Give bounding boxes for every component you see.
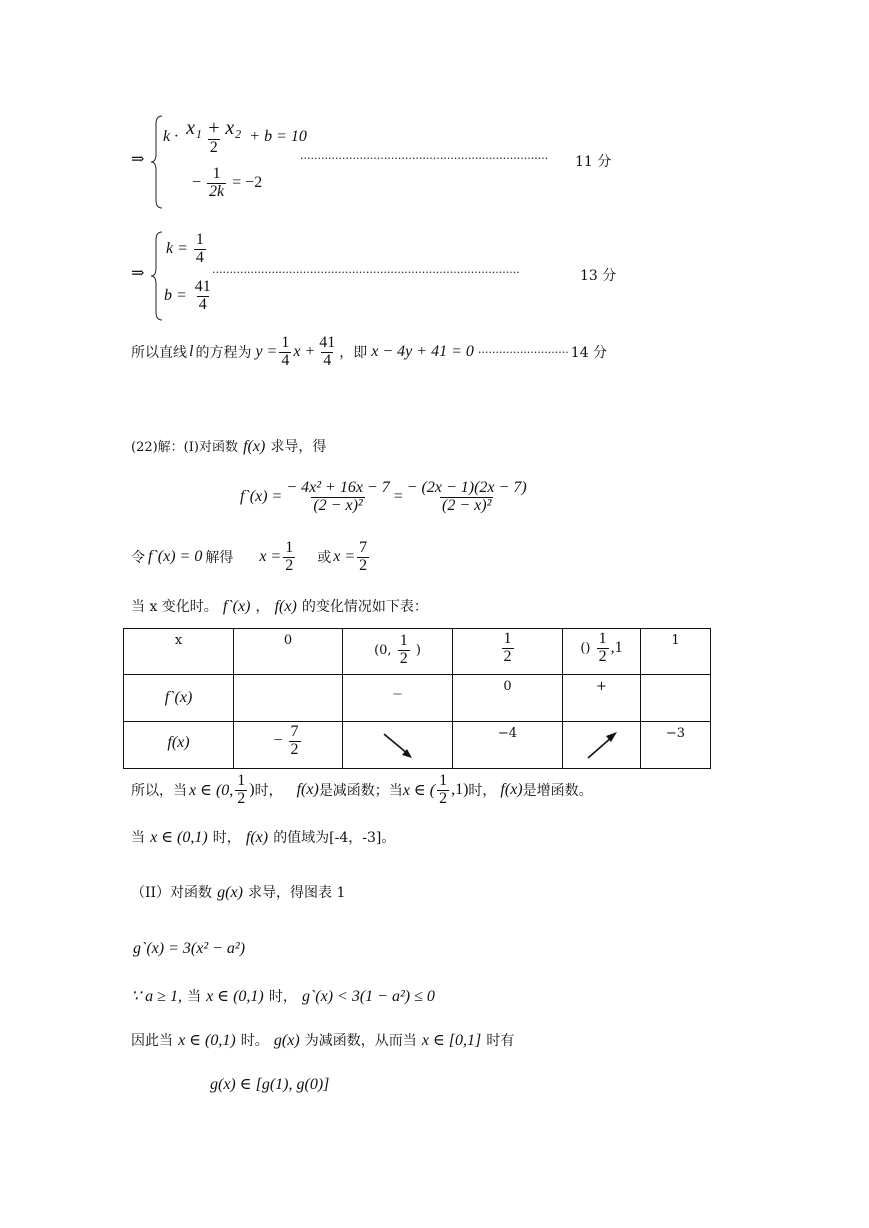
frac-den: 2	[598, 647, 607, 665]
cell-text: )	[415, 642, 421, 658]
text: 因此当	[131, 1033, 173, 1049]
text: 的值域为[-4，-3]。	[273, 830, 396, 846]
equation-row-2	[192, 166, 262, 201]
because-line	[131, 986, 435, 1006]
text: 时，	[268, 989, 297, 1005]
fx: f(x)	[243, 438, 266, 455]
text: 时，	[212, 830, 241, 846]
text: 解得	[205, 550, 234, 567]
table-cell	[343, 722, 453, 769]
frac-den: 2	[439, 789, 448, 807]
text: 求导，得图表 1	[248, 885, 346, 901]
leader-dots: ·······································································	[300, 152, 549, 165]
frac-den: 2	[399, 649, 408, 667]
text: ，即	[339, 345, 368, 362]
frac-den: 4	[195, 248, 204, 266]
table-intro	[131, 596, 428, 616]
fprime-zero: f`(x) = 0	[148, 548, 203, 566]
interval: x ∈ (0,1)	[150, 829, 208, 846]
leader-dots: ························································································	[212, 266, 520, 279]
b-value	[164, 279, 215, 314]
frac-num: 1	[399, 632, 408, 649]
table-cell	[641, 629, 711, 675]
frac-num: 1	[237, 772, 246, 789]
frac-num: − (2x − 1)(2x − 7)	[406, 479, 527, 496]
table-cell	[641, 675, 711, 722]
cell-text: +	[596, 679, 607, 694]
frac-den: (2 − x)²	[313, 496, 363, 514]
cell-text: −	[392, 687, 403, 702]
frac-den: 2	[285, 556, 294, 574]
y-eq: y =	[255, 343, 278, 361]
derivative-formula	[240, 480, 531, 515]
frac-num: 7	[290, 723, 299, 740]
score-label: 13 分	[580, 268, 617, 284]
text: 时，	[468, 783, 497, 800]
eq-rest: + b = 10	[249, 128, 307, 146]
var-l: l	[189, 343, 194, 361]
text: 所以直线	[131, 345, 187, 362]
text: 时有	[486, 1033, 515, 1049]
table-cell	[563, 722, 641, 769]
text: 是减函数；当	[318, 783, 403, 800]
text: （II）对函数	[131, 885, 213, 901]
table-cell	[343, 629, 453, 675]
frac-den: 4	[198, 295, 207, 313]
frac-num: 1	[281, 334, 290, 351]
table-cell	[234, 675, 343, 722]
general-form: x − 4y + 41 = 0	[371, 343, 474, 361]
left-brace-icon	[150, 114, 164, 210]
minus-sign: −	[192, 173, 202, 191]
table-cell	[641, 722, 711, 769]
interval: x ∈ [0,1]	[421, 1032, 482, 1049]
text: 时。	[240, 1033, 269, 1049]
interval: x ∈ (	[402, 782, 436, 800]
x-plus: x +	[293, 343, 316, 361]
text: (22)解：(Ⅰ)对函数	[131, 440, 238, 455]
table-cell	[563, 629, 641, 675]
frac-num: 41	[319, 334, 336, 351]
gx: g(x)	[217, 884, 243, 901]
text: 当	[187, 989, 202, 1005]
variation-table	[123, 628, 711, 769]
fx: f(x)	[245, 829, 269, 846]
part2-intro	[131, 882, 345, 902]
k-lhs: k =	[166, 239, 188, 257]
frac-num: 41	[194, 278, 211, 295]
table-cell	[124, 722, 234, 769]
therefore-line	[131, 1030, 514, 1050]
frac-den: 2	[503, 647, 512, 665]
table-cell	[234, 629, 343, 675]
cell-text: −4	[497, 726, 518, 741]
cell-text: x	[174, 633, 183, 648]
gx: g(x)	[273, 1032, 300, 1049]
table-cell	[453, 722, 563, 769]
text: 是增函数。	[522, 783, 593, 800]
eq-rest: = −2	[232, 173, 263, 191]
deriv-lhs: f`(x) =	[240, 488, 283, 506]
inequality: g`(x) < 3(1 − a²) ≤ 0	[301, 988, 435, 1005]
interval: x ∈ (0,1)	[178, 1032, 236, 1049]
fx: f(x)	[274, 598, 297, 615]
equation-row-1	[163, 118, 307, 157]
g-range: g(x) ∈ [g(1), g(0)]	[210, 1076, 330, 1093]
interval-close: )	[249, 781, 255, 799]
frac-num: − 4x² + 16x − 7	[286, 479, 390, 496]
frac-den: 4	[281, 351, 290, 369]
text: ，	[255, 599, 270, 615]
frac-den: 2	[209, 139, 218, 156]
frac-num: 1	[503, 630, 512, 647]
frac-den: 4	[323, 351, 332, 369]
interval: x ∈ (0,1)	[206, 988, 264, 1005]
frac-den: 2k	[209, 182, 225, 200]
cell-text: (0,	[374, 642, 392, 658]
interval: x ∈ (0,	[189, 782, 234, 800]
fx: f(x)	[296, 781, 319, 799]
fx: f(x)	[500, 781, 523, 799]
cell-text: −3	[665, 726, 686, 741]
k-value	[166, 232, 208, 267]
frac-den: 2	[359, 556, 368, 574]
frac-den: 2	[290, 740, 299, 758]
table-cell	[234, 722, 343, 769]
cell-text: f`(x)	[164, 689, 193, 706]
table-cell	[343, 675, 453, 722]
line-equation	[131, 335, 607, 370]
q22-intro	[131, 436, 326, 456]
frac-den: 2	[237, 789, 246, 807]
equals: =	[393, 488, 403, 506]
coef-k: k ·	[163, 128, 179, 146]
frac-num: 1	[439, 772, 448, 789]
interval-close: ,1)	[451, 781, 469, 799]
table-row	[124, 675, 711, 722]
decrease-arrow-icon	[378, 728, 418, 762]
frac-den: (2 − x)²	[442, 496, 492, 514]
text: 的变化情况如下表：	[301, 599, 428, 615]
frac-num: 7	[359, 539, 368, 556]
implies-symbol: ⇒	[131, 265, 145, 282]
text: 令	[131, 550, 145, 567]
x-eq: x =	[333, 548, 356, 566]
range-statement	[131, 827, 395, 847]
cell-text: 0	[503, 679, 512, 694]
score-label: 11 分	[575, 154, 612, 170]
table-cell	[124, 675, 234, 722]
table-cell	[563, 675, 641, 722]
cell-text: f(x)	[167, 734, 190, 751]
g-derivative: g`(x) = 3(x² − a²)	[133, 940, 246, 957]
text: 求导，得	[270, 439, 327, 455]
b-lhs: b =	[164, 286, 187, 304]
score-label: 14 分	[570, 345, 608, 362]
text: 当	[131, 830, 145, 846]
increase-arrow-icon	[582, 728, 622, 762]
leader-dots: ··························	[477, 345, 569, 359]
text: 或	[317, 550, 332, 567]
table-cell	[453, 629, 563, 675]
cell-text: ,1	[610, 638, 623, 656]
text: 的方程为	[195, 345, 252, 362]
left-brace-icon	[150, 230, 164, 322]
frac-num: 1	[285, 539, 294, 556]
table-cell	[453, 675, 563, 722]
monotonic-conclusion	[131, 773, 593, 808]
cell-text: 1	[671, 633, 680, 648]
critical-points	[131, 540, 371, 575]
implies-symbol: ⇒	[131, 151, 145, 168]
table-row	[124, 629, 711, 675]
table-cell	[124, 629, 234, 675]
text: 当 x 变化时。	[131, 599, 218, 615]
text: 为减函数，从而当	[304, 1033, 417, 1049]
text: 时，	[254, 783, 283, 800]
x-eq: x =	[259, 548, 282, 566]
text: 所以，当	[131, 783, 187, 800]
frac-num: 1	[212, 165, 221, 182]
table-row	[124, 722, 711, 769]
cell-text: 0	[283, 633, 293, 648]
frac-num: 1	[195, 231, 204, 248]
frac-num: 1	[598, 630, 607, 647]
because: ∵ a ≥ 1,	[131, 988, 182, 1005]
minus-sign: −	[273, 731, 283, 749]
frac-num: x₁ + x₂	[186, 117, 242, 139]
fprime: f`(x)	[222, 598, 251, 615]
cell-text: ()	[580, 640, 591, 656]
